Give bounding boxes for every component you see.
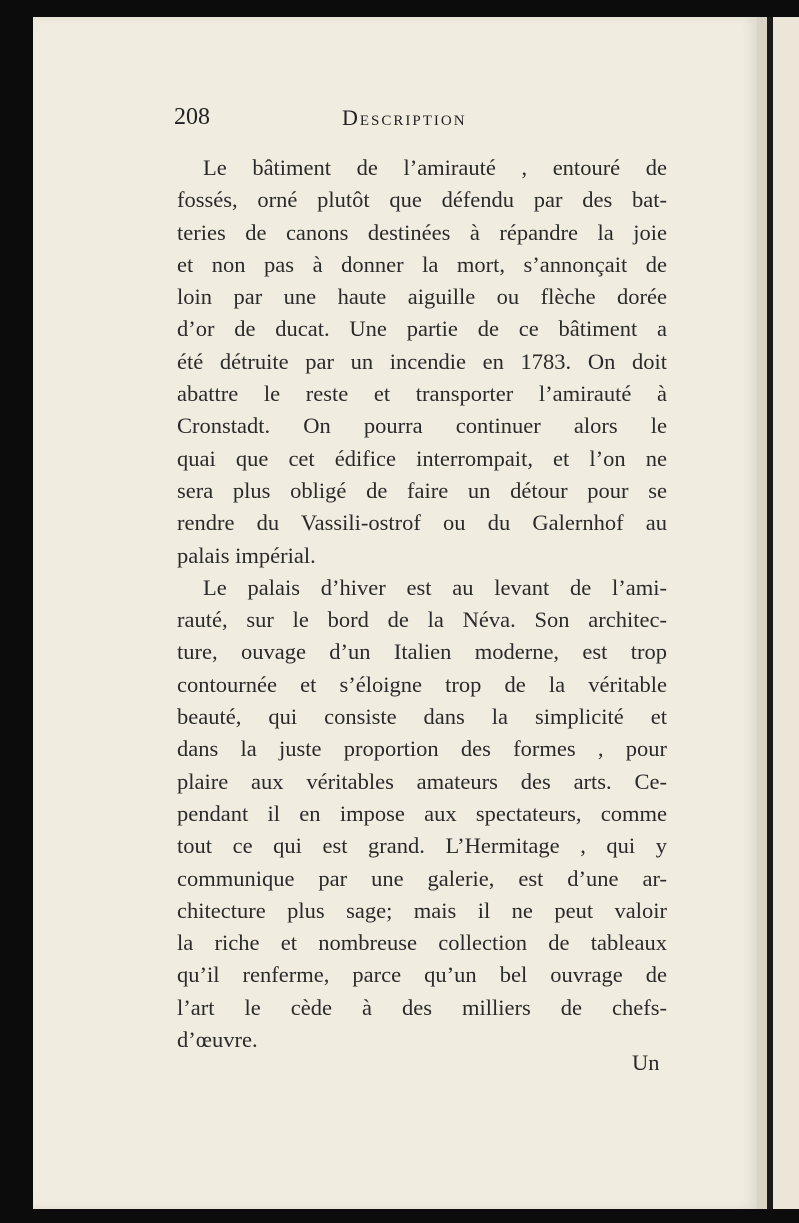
text-line: quai que cet édifice interrompait, et l’on ne xyxy=(177,445,667,471)
text-line: tout ce qui est grand. L’Hermitage , qui y xyxy=(177,833,667,859)
text-line: abattre le reste et transporter l’amirauté à xyxy=(177,381,667,407)
catchword: Un xyxy=(632,1050,660,1075)
text-line: sera plus obligé de faire un détour pour se xyxy=(177,477,667,503)
text-line: plaire aux véritables amateurs des arts. Ce- xyxy=(177,768,667,794)
text-line: palais impérial. xyxy=(177,542,316,568)
text-line: fossés, orné plutôt que défendu par des bat- xyxy=(177,187,667,213)
running-title: Description xyxy=(342,105,467,130)
text-line: pendant il en impose aux spectateurs, comme xyxy=(177,800,667,826)
text-line: dans la juste proportion des formes , pour xyxy=(177,736,667,762)
text-line: été détruite par un incendie en 1783. On doit xyxy=(177,348,667,374)
page-edge xyxy=(757,17,767,1209)
text-line: beauté, qui consiste dans la simplicité et xyxy=(177,704,667,730)
text-line: et non pas à donner la mort, s’annonçait de xyxy=(177,251,667,277)
text-line: d’œuvre. xyxy=(177,1027,258,1053)
text-line: communique par une galerie, est d’une ar- xyxy=(177,865,667,891)
text-line: Le palais d’hiver est au levant de l’ami- xyxy=(203,574,667,600)
text-line: loin par une haute aiguille ou flèche dorée xyxy=(177,284,667,310)
page-number: 208 xyxy=(174,104,210,130)
text-line: Le bâtiment de l’amirauté , entouré de xyxy=(203,155,667,180)
text-line: la riche et nombreuse collection de tableaux xyxy=(177,930,667,956)
text-line: contournée et s’éloigne trop de la véritable xyxy=(177,671,667,697)
paragraph xyxy=(177,152,667,572)
text-line: d’or de ducat. Une partie de ce bâtiment a xyxy=(177,316,667,342)
text-line: chitecture plus sage; mais il ne peut valoir xyxy=(177,897,667,923)
page-gutter xyxy=(767,17,773,1209)
body-text xyxy=(177,152,667,1056)
page-header xyxy=(174,104,664,134)
text-line: teries de canons destinées à répandre la joie xyxy=(177,219,667,245)
text-line: rendre du Vassili-ostrof ou du Galernhof au xyxy=(177,510,667,536)
text-line: ture, ouvage d’un Italien moderne, est trop xyxy=(177,639,667,665)
text-line: rauté, sur le bord de la Néva. Son architec- xyxy=(177,607,667,633)
text-line: qu’il renferme, parce qu’un bel ouvrage de xyxy=(177,962,667,988)
text-line: Cronstadt. On pourra continuer alors le xyxy=(177,413,667,439)
text-line: l’art le cède à des milliers de chefs- xyxy=(177,994,667,1020)
paragraph xyxy=(177,572,667,1056)
